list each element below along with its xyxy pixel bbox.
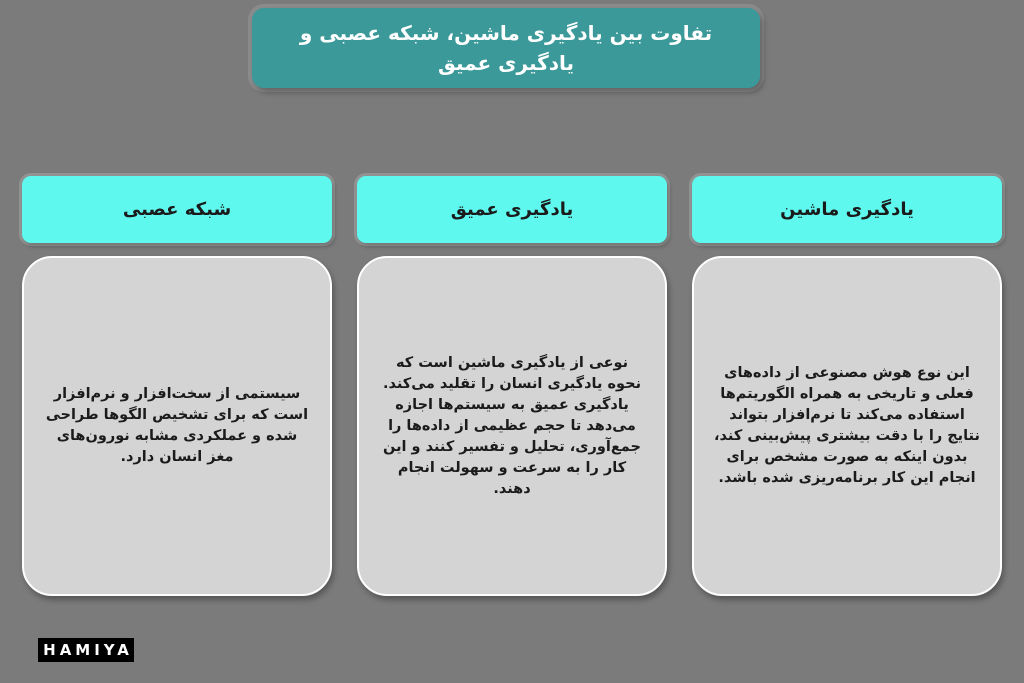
header-label: یادگیری ماشین (780, 199, 914, 220)
page-title: تفاوت بین یادگیری ماشین، شبکه عصبی و یادگیری عمیق (299, 21, 713, 75)
title-banner (252, 8, 760, 88)
header-machine-learning (692, 176, 1002, 243)
card-text: این نوع هوش مصنوعی از داده‌های فعلی و تاریخی به همراه الگوریتم‌ها استفاده می‌کند تا نرم‌افزار بتواند نتایج را با دقت بیشتری پیش‌بینی کند، بدون اینکه به صورت مشخص برای انجام این کار برنامه‌ریزی شده باشد. (714, 365, 980, 486)
brand-logo (38, 638, 134, 662)
header-deep-learning (357, 176, 667, 243)
card-text: سیستمی از سخت‌افزار و نرم‌افزار است که برای تشخیص الگوها طراحی شده و عملکردی مشابه نورون‌های مغز انسان دارد. (45, 386, 309, 465)
card-text: نوعی از یادگیری ماشین است که نحوه یادگیری انسان را تقلید می‌کند. یادگیری عمیق به سیستم‌ها اجازه می‌دهد تا حجم عظیمی از داده‌ها را جمع‌آوری، تحلیل و تفسیر کنند و این کار را به سرعت و سهولت انجام دهند. (382, 354, 642, 497)
header-neural-network (22, 176, 332, 243)
card-neural-network (22, 256, 332, 596)
brand-logo-text: HAMIYA (43, 641, 133, 659)
card-machine-learning (692, 256, 1002, 596)
header-label: یادگیری عمیق (450, 199, 574, 220)
card-deep-learning (357, 256, 667, 596)
header-label: شبکه عصبی (122, 199, 232, 220)
